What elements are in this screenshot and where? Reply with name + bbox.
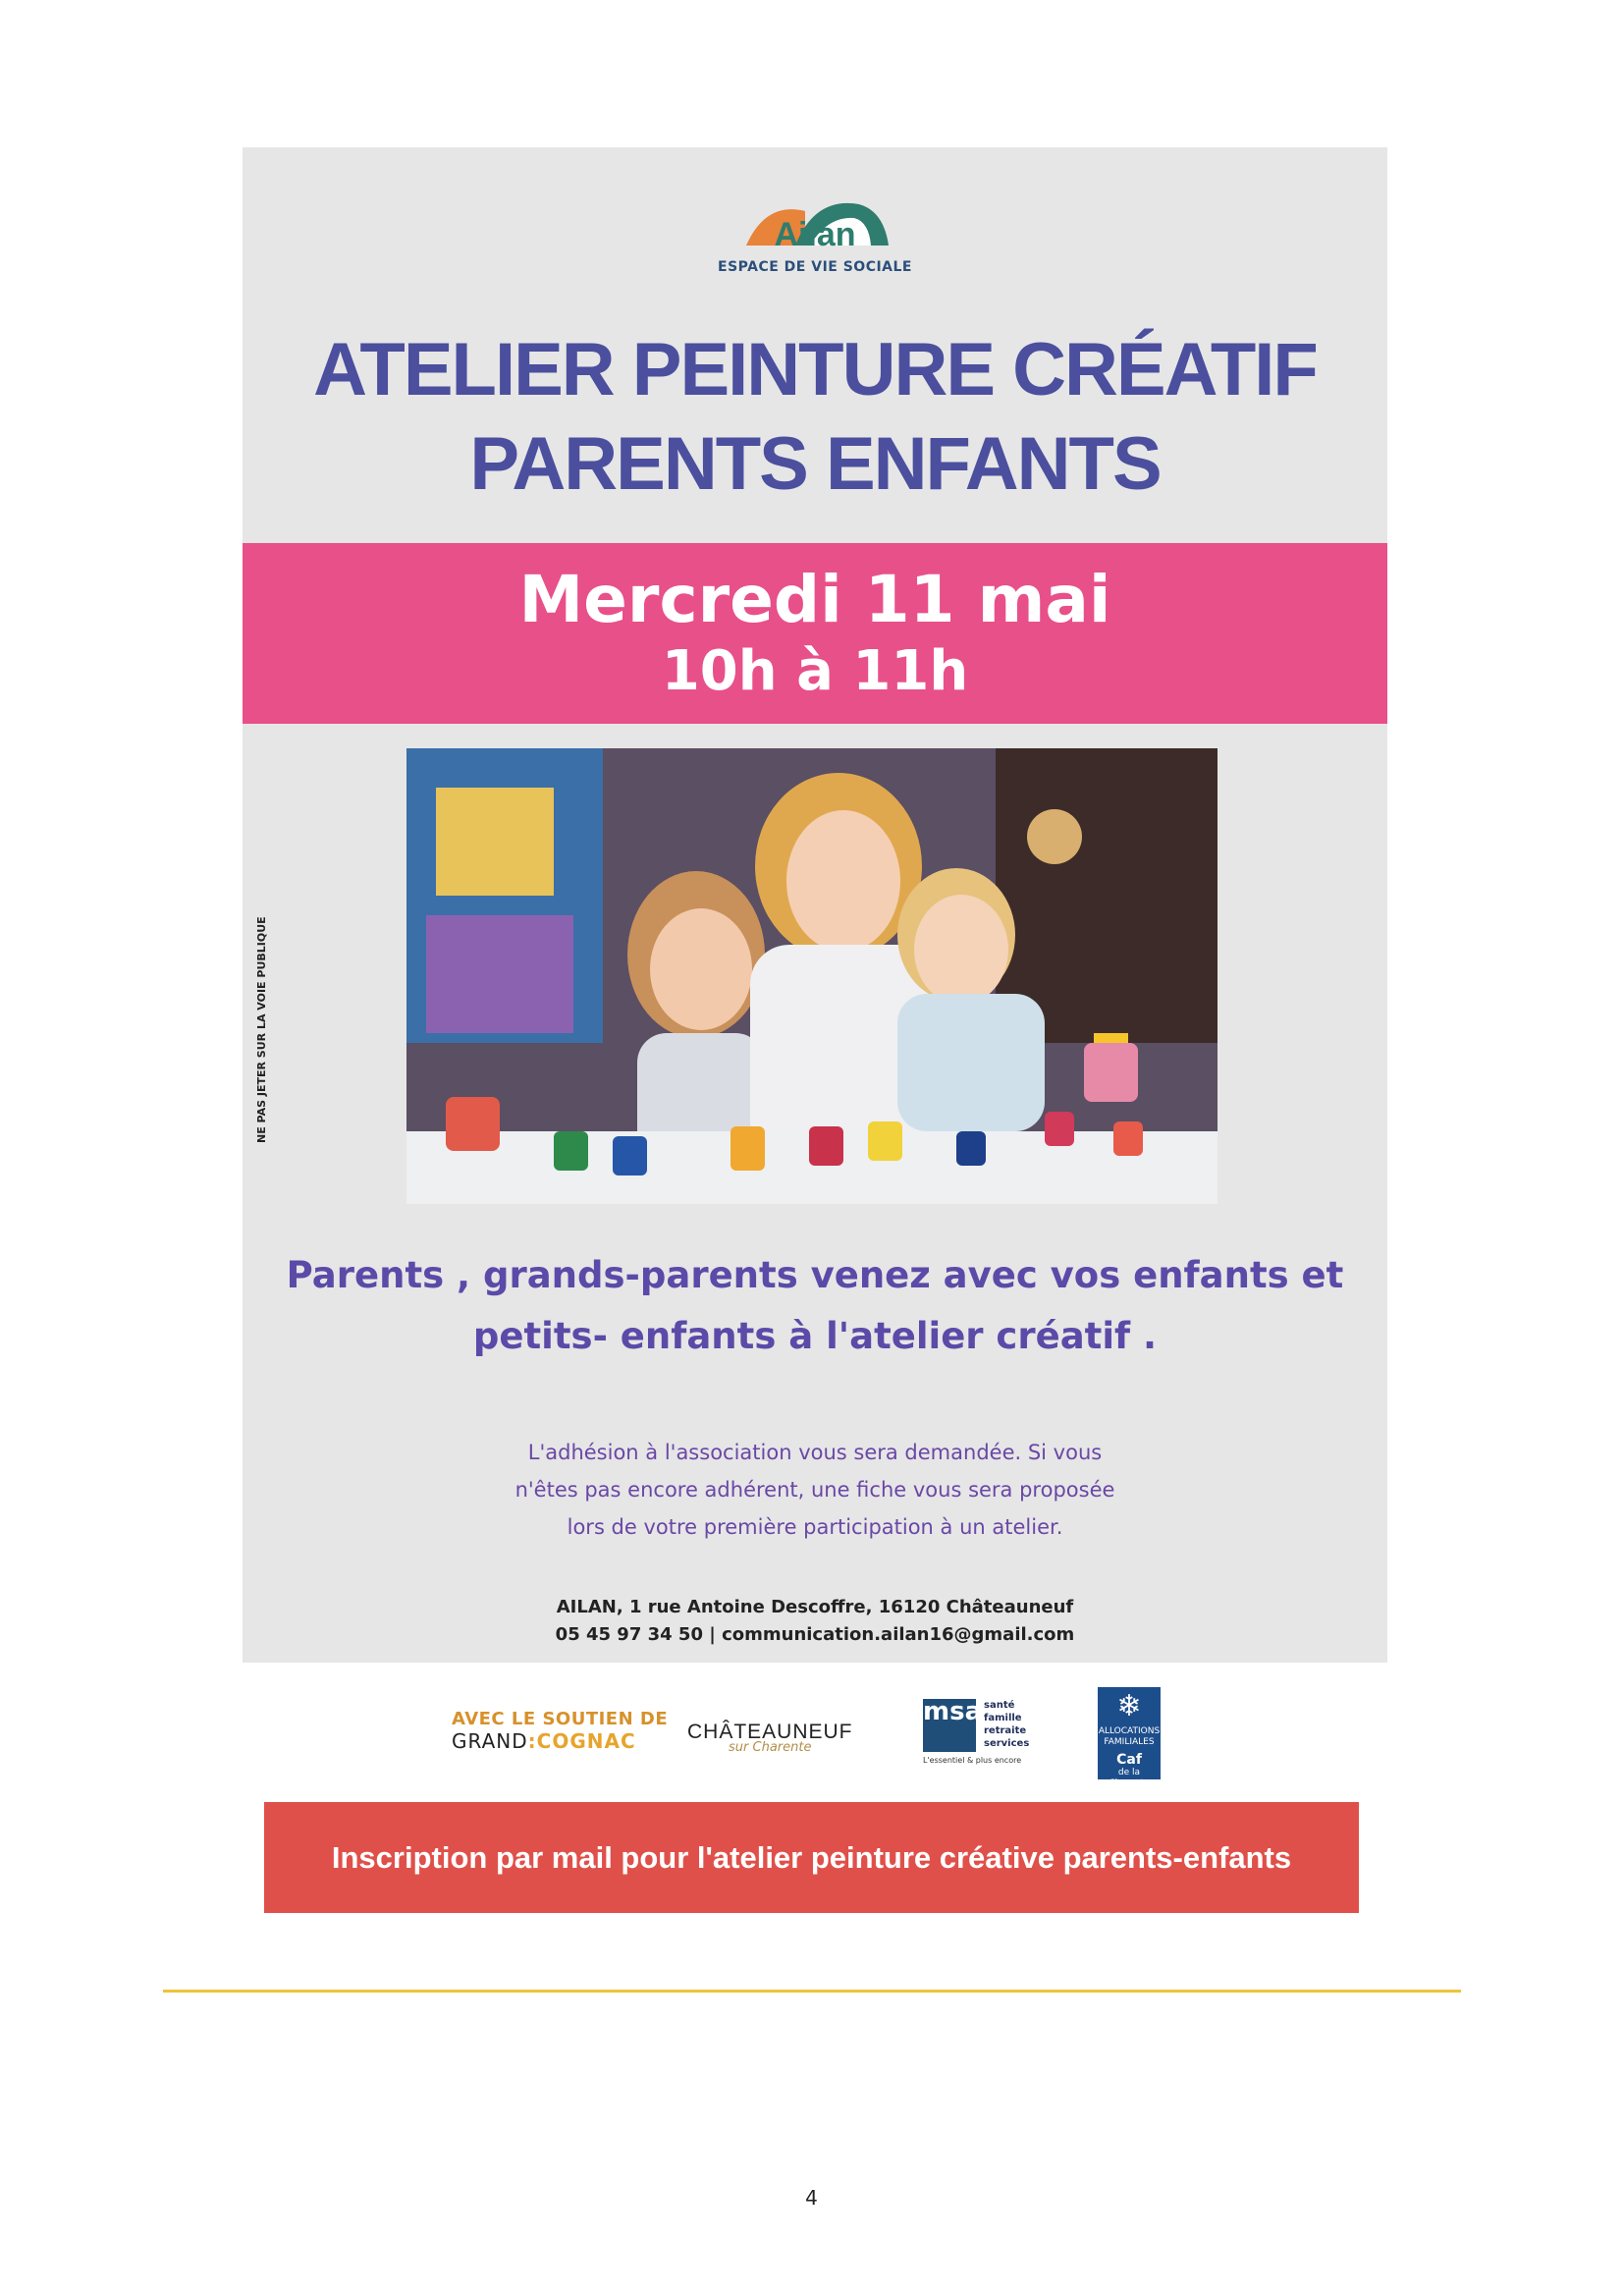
membership-info [321, 1434, 1309, 1546]
info-line3: lors de votre première participation à un atelier. [567, 1515, 1063, 1539]
info-line1: L'adhésion à l'association vous sera demandée. Si vous [527, 1441, 1103, 1464]
info-line2: n'êtes pas encore adhérent, une fiche vous sera proposée [514, 1478, 1115, 1502]
chateauneuf-name: CHÂTEAUNEUF [687, 1721, 853, 1743]
poster-title-line1: ATELIER PEINTURE CRÉATIF [313, 328, 1317, 411]
msa-tagline: L'essentiel & plus encore [923, 1756, 1022, 1765]
event-date: Mercredi 11 mai [518, 562, 1111, 637]
ailan-logo-icon [722, 177, 908, 257]
ailan-logo [243, 177, 1387, 275]
divider [163, 1990, 1461, 1993]
event-time: 10h à 11h [661, 639, 969, 703]
lead-text [282, 1245, 1348, 1367]
lead-line2: petits- enfants à l'atelier créatif . [472, 1315, 1158, 1357]
msa-services: santé famille retraite services [984, 1700, 1030, 1749]
msa-logo [923, 1699, 1029, 1765]
caf-allocations-label: ALLOCATIONS FAMILIALES [1098, 1726, 1161, 1747]
do-not-litter-note: NE PAS JETER SUR LA VOIE PUBLIQUE [255, 916, 268, 1143]
sponsor-logos [432, 1679, 1217, 1787]
phone-email: 05 45 97 34 50 | communication.ailan16@gmail.com [555, 1624, 1075, 1645]
caf-name: Caf [1116, 1752, 1142, 1768]
svg-text:Ailan: Ailan [774, 216, 856, 253]
grand-cognac-logo [452, 1709, 668, 1753]
grand-cognac-name: GRAND:COGNAC [452, 1729, 636, 1753]
register-by-email-button[interactable]: Inscription par mail pour l'atelier peinture créative parents-enfants [264, 1802, 1359, 1913]
lead-line1: Parents , grands-parents venez avec vos enfants et [286, 1254, 1344, 1296]
grand-cognac-support-label: AVEC LE SOUTIEN DE [452, 1709, 669, 1729]
event-poster [243, 147, 1387, 1663]
chateauneuf-logo [687, 1721, 853, 1755]
poster-title-line2: PARENTS ENFANTS [469, 422, 1161, 506]
caf-region: de la Charente [1109, 1768, 1150, 1788]
msa-mark: msa [923, 1699, 976, 1752]
caf-logo [1098, 1687, 1161, 1788]
address: AILAN, 1 rue Antoine Descoffre, 16120 Châteauneuf [556, 1597, 1074, 1617]
contact-info [243, 1594, 1387, 1649]
date-banner [243, 543, 1387, 724]
caf-snowflake-icon: ❄ [1116, 1689, 1142, 1723]
chateauneuf-subtitle: sur Charente [729, 1740, 812, 1755]
logo-subtitle: ESPACE DE VIE SOCIALE [718, 259, 912, 275]
family-painting-photo [406, 748, 1217, 1204]
page-number: 4 [805, 2186, 818, 2210]
